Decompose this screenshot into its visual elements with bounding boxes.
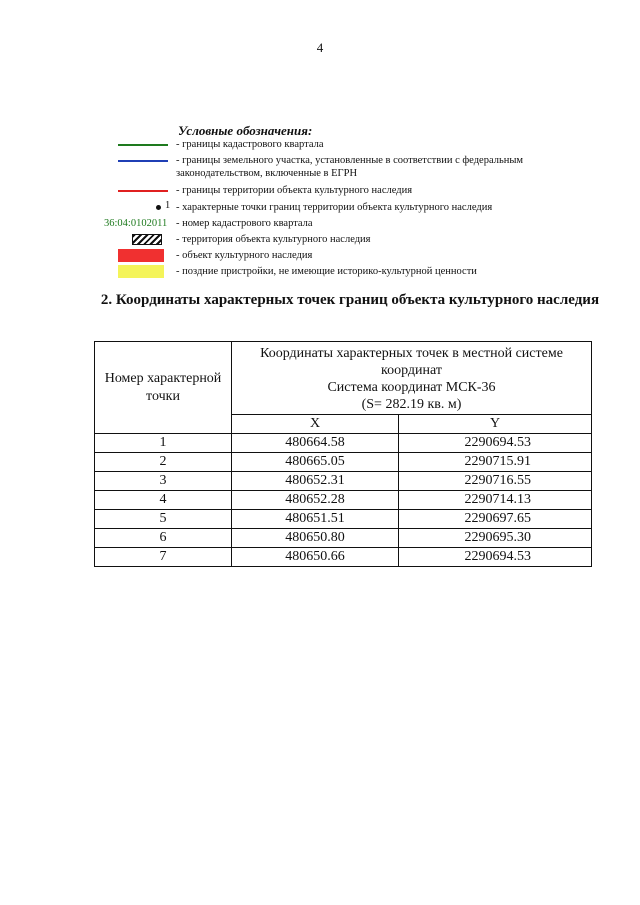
red-fill-icon [118,249,164,262]
coordinates-header-line2: Система координат МСК-36 [327,380,496,395]
x-header: X [232,415,399,434]
legend-symbol [90,233,170,246]
table-row [95,510,592,529]
legend-symbol [90,265,170,278]
point-number-cell: 2 [95,453,232,472]
y-header: Y [399,415,592,434]
table-row [95,472,592,491]
table-row [95,434,592,453]
x-cell: 480650.80 [232,529,399,548]
coordinates-header-line1: Координаты характерных точек в местной системе координат [260,346,563,378]
x-cell: 480652.28 [232,491,399,510]
point-number-cell: 4 [95,491,232,510]
point-number-cell: 5 [95,510,232,529]
point-number-cell: 3 [95,472,232,491]
red-line-icon [118,190,168,192]
legend-symbol [90,154,170,167]
x-cell: 480650.66 [232,548,399,567]
y-cell: 2290715.91 [399,453,592,472]
x-cell: 480651.51 [232,510,399,529]
legend-text: - характерные точки границ территории объекта культурного наследия [176,202,493,213]
legend-title: Условные обозначения: [178,123,313,138]
legend-text: - номер кадастрового квартала [176,218,313,229]
point-icon [156,205,161,210]
cadastral-number-label: 36:04:0102011 [104,218,168,229]
legend-symbol [90,217,170,230]
table-row [95,491,592,510]
y-cell: 2290694.53 [399,434,592,453]
y-cell: 2290697.65 [399,510,592,529]
yellow-fill-icon [118,265,164,278]
coordinates-header-line3: (S= 282.19 кв. м) [361,397,462,412]
blue-line-icon [118,160,168,162]
page-number: 4 [316,40,324,55]
green-line-icon [118,144,168,146]
point-number-header: Номер характерной точки [95,342,232,434]
y-cell: 2290716.55 [399,472,592,491]
coordinates-header [232,342,592,415]
point-label: 1 [165,200,171,211]
point-number-cell: 6 [95,529,232,548]
legend-symbol [90,138,170,151]
table-row [95,453,592,472]
legend-symbol [90,201,170,214]
x-cell: 480652.31 [232,472,399,491]
legend-text: - границы кадастрового квартала [176,139,324,150]
x-cell: 480664.58 [232,434,399,453]
coordinates-table [94,341,592,567]
section-heading: 2. Координаты характерных точек границ объекта культурного наследия [100,292,600,308]
legend-text: - границы территории объекта культурного наследия [176,185,413,196]
legend-symbol [90,184,170,197]
table-row [95,529,592,548]
table-row [95,548,592,567]
point-number-cell: 7 [95,548,232,567]
point-number-cell: 1 [95,434,232,453]
legend-text: - территория объекта культурного наследия [176,234,371,245]
hatch-icon [132,234,162,245]
x-cell: 480665.05 [232,453,399,472]
legend-text: - поздние пристройки, не имеющие историко-культурной ценности [176,266,477,277]
legend-symbol [90,249,170,262]
legend-text: - границы земельного участка, установленные в соответствии с федеральным законодательством, включенные в ЕГРН [176,155,524,179]
table-header-row [95,342,592,415]
y-cell: 2290714.13 [399,491,592,510]
y-cell: 2290695.30 [399,529,592,548]
y-cell: 2290694.53 [399,548,592,567]
legend-text: - объект культурного наследия [176,250,313,261]
